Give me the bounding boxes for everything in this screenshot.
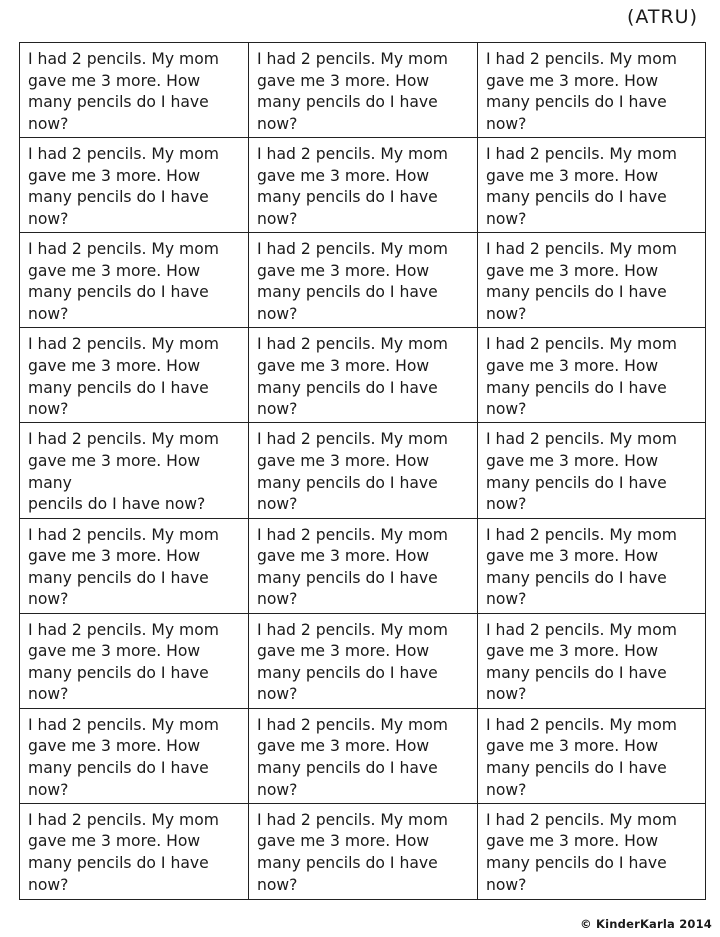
task-card-line: many pencils do I have [28, 378, 209, 397]
task-card-line: now? [257, 305, 298, 323]
task-card-line: gave me 3 more. How [28, 832, 201, 851]
task-card [20, 709, 249, 804]
task-card-line: I had 2 pencils. My mom [486, 715, 677, 734]
task-card-line: I had 2 pencils. My mom [28, 240, 219, 259]
task-card-line: I had 2 pencils. My mom [28, 145, 219, 164]
task-card-line: I had 2 pencils. My mom [28, 430, 219, 449]
task-card [478, 43, 705, 138]
task-card-line: gave me 3 more. How [486, 452, 659, 471]
task-card [478, 519, 705, 614]
task-card-line: many pencils do I have [486, 188, 667, 207]
task-card-line: many pencils do I have [486, 758, 667, 777]
task-card-line: now? [486, 780, 527, 799]
task-card-line: gave me 3 more. How [28, 642, 201, 661]
task-card-line: now? [486, 209, 527, 228]
task-card [249, 519, 478, 614]
task-card-line: now? [257, 590, 298, 609]
task-card-line: I had 2 pencils. My mom [486, 335, 677, 354]
task-card-line: many pencils do I have [28, 283, 209, 302]
task-card-line: now? [486, 305, 527, 323]
task-card [478, 423, 705, 518]
task-card-line: I had 2 pencils. My mom [28, 335, 219, 354]
task-card-line: pencils do I have now? [28, 495, 206, 514]
task-card [478, 709, 705, 804]
task-card-line: I had 2 pencils. My mom [28, 620, 219, 639]
task-card-line: gave me 3 more. How [486, 71, 659, 90]
task-card-line: gave me 3 more. How [28, 737, 201, 756]
task-card-line: now? [257, 780, 298, 799]
task-card-line: I had 2 pencils. My mom [257, 335, 448, 354]
task-card [20, 138, 249, 233]
task-card-line: now? [486, 590, 527, 609]
task-card-line: gave me 3 more. How [28, 452, 201, 471]
task-card [20, 614, 249, 709]
task-card-line: now? [257, 114, 298, 133]
task-card-line: gave me 3 more. How [486, 642, 659, 661]
task-card-line: many pencils do I have [486, 283, 667, 302]
task-card-line: many pencils do I have [486, 378, 667, 397]
task-card [20, 423, 249, 518]
task-card-line: I had 2 pencils. My mom [257, 50, 448, 68]
task-card-line: many pencils do I have [28, 854, 209, 873]
task-card-line: I had 2 pencils. My mom [486, 620, 677, 639]
task-card-line: gave me 3 more. How [28, 261, 201, 280]
task-card [249, 43, 478, 138]
task-card-line: many pencils do I have [257, 758, 438, 777]
task-card-line: gave me 3 more. How [28, 547, 201, 566]
task-card-line: now? [486, 495, 527, 514]
task-card-line: I had 2 pencils. My mom [486, 240, 677, 259]
task-card-line: many pencils do I have [257, 93, 438, 112]
task-card-line: many pencils do I have [486, 473, 667, 492]
task-card-line: gave me 3 more. How [257, 356, 430, 375]
task-card-line: gave me 3 more. How [257, 261, 430, 280]
task-card-line: now? [28, 114, 69, 133]
task-card-line: now? [28, 780, 69, 799]
task-card [478, 614, 705, 709]
task-card [249, 233, 478, 328]
task-card-line: I had 2 pencils. My mom [257, 620, 448, 639]
task-card-line: now? [257, 685, 298, 704]
task-card [249, 423, 478, 518]
task-card-line: now? [257, 209, 298, 228]
task-card-line: now? [257, 875, 298, 894]
task-card-line: now? [486, 685, 527, 704]
task-card-line: gave me 3 more. How [257, 547, 430, 566]
task-card-line: now? [28, 590, 69, 609]
task-card-line: many pencils do I have [486, 854, 667, 873]
task-card-line: now? [486, 114, 527, 133]
task-card-line: gave me 3 more. How [486, 737, 659, 756]
task-card [20, 519, 249, 614]
task-card-line: many pencils do I have [257, 663, 438, 682]
task-card-line: I had 2 pencils. My mom [257, 715, 448, 734]
task-card-line: gave me 3 more. How [486, 356, 659, 375]
task-card-line: many pencils do I have [257, 378, 438, 397]
task-card-line: gave me 3 more. How [486, 547, 659, 566]
task-card-line: now? [28, 400, 69, 419]
task-card-line: many pencils do I have [486, 568, 667, 587]
task-card-line: I had 2 pencils. My mom [486, 145, 677, 164]
task-card-line: now? [257, 400, 298, 419]
task-card-line: gave me 3 more. How [257, 71, 430, 90]
task-card [20, 43, 249, 138]
task-card-line: many pencils do I have [257, 283, 438, 302]
task-card-line: many pencils do I have [28, 93, 209, 112]
task-card [478, 328, 705, 423]
task-card-line: gave me 3 more. How [486, 166, 659, 185]
task-card-line: gave me 3 more. How [486, 832, 659, 851]
task-card-line: I had 2 pencils. My mom [486, 810, 677, 829]
task-card-line: I had 2 pencils. My mom [28, 525, 219, 544]
task-card-line: now? [257, 495, 298, 514]
task-card [249, 709, 478, 804]
task-card-line: many pencils do I have [28, 663, 209, 682]
task-card [249, 328, 478, 423]
task-card [20, 328, 249, 423]
task-card-line: gave me 3 more. How [257, 737, 430, 756]
task-card-line: now? [28, 685, 69, 704]
task-card-line: now? [28, 305, 69, 323]
task-card-line: many pencils do I have [257, 473, 438, 492]
task-card-line: many pencils do I have [257, 854, 438, 873]
task-card-line: gave me 3 more. How [28, 71, 201, 90]
copyright-notice: © KinderKarla 2014 [580, 917, 712, 931]
task-card-line: gave me 3 more. How [28, 356, 201, 375]
task-card-line: many pencils do I have [257, 188, 438, 207]
task-card-line: now? [486, 875, 527, 894]
task-card [478, 138, 705, 233]
task-card-line: I had 2 pencils. My mom [486, 525, 677, 544]
task-card-line: I had 2 pencils. My mom [486, 430, 677, 449]
task-card [478, 804, 705, 899]
task-card-line: gave me 3 more. How [257, 832, 430, 851]
task-card-line: gave me 3 more. How [257, 166, 430, 185]
task-card [249, 138, 478, 233]
task-card-line: now? [28, 209, 69, 228]
task-card [20, 804, 249, 899]
task-card-line: I had 2 pencils. My mom [257, 430, 448, 449]
task-card-line: I had 2 pencils. My mom [28, 715, 219, 734]
task-card-line: many pencils do I have [486, 663, 667, 682]
page-code: (ATRU) [626, 6, 698, 28]
task-card-line: gave me 3 more. How [257, 642, 430, 661]
task-card [478, 233, 705, 328]
task-card-line: I had 2 pencils. My mom [257, 240, 448, 259]
task-card-line: I had 2 pencils. My mom [257, 525, 448, 544]
task-card-grid [19, 42, 706, 900]
task-card [249, 804, 478, 899]
task-card-line: I had 2 pencils. My mom [486, 50, 677, 68]
task-card-line: many pencils do I have [28, 188, 209, 207]
task-card-line: many pencils do I have [486, 93, 667, 112]
task-card-line: I had 2 pencils. My mom [257, 145, 448, 164]
task-card-line: gave me 3 more. How [257, 452, 430, 471]
task-card-line: now? [28, 875, 69, 894]
task-card-line: I had 2 pencils. My mom [28, 810, 219, 829]
task-card-line: now? [486, 400, 527, 419]
task-card-line: many pencils do I have [28, 568, 209, 587]
task-card-line: gave me 3 more. How [28, 166, 201, 185]
task-card-line: I had 2 pencils. My mom [28, 50, 219, 68]
task-card [249, 614, 478, 709]
task-card-line: many [28, 473, 72, 492]
task-card-line: I had 2 pencils. My mom [257, 810, 448, 829]
task-card-line: many pencils do I have [257, 568, 438, 587]
task-card [20, 233, 249, 328]
task-card-line: gave me 3 more. How [486, 261, 659, 280]
task-card-line: many pencils do I have [28, 758, 209, 777]
